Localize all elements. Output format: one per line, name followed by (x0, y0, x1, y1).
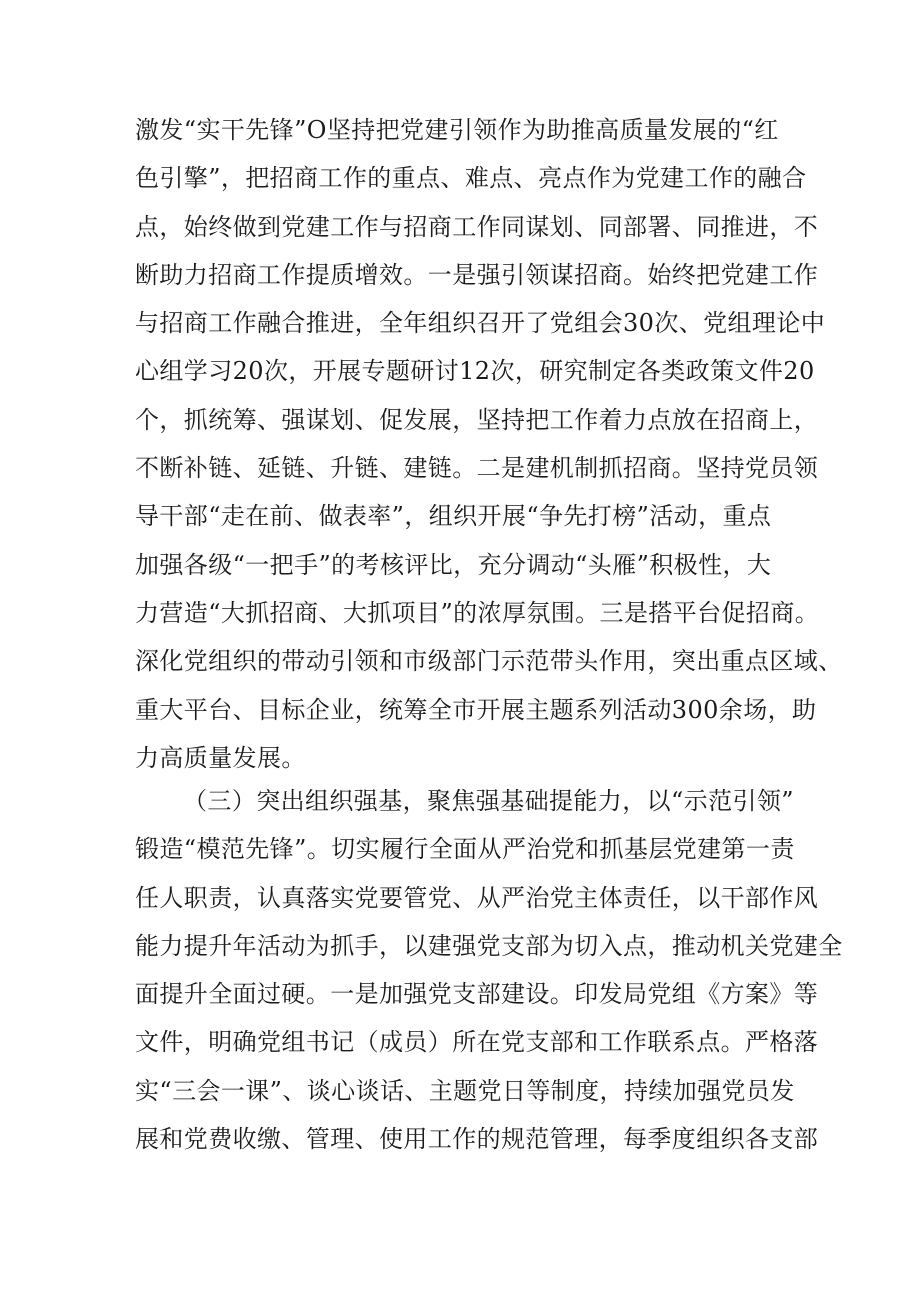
text-line: 不断补链、延链、升链、建链。二是建机制抓招商。坚持党员领 (135, 454, 819, 483)
text-line: 重大平台、目标企业，统筹全市开展主题系列活动300余场，助 (135, 695, 817, 724)
text-line: 力营造“大抓招商、大抓项目”的浓厚氛围。三是搭平台促招商。 (135, 598, 820, 627)
text-line: 心组学习20次，开展专题研讨12次，研究制定各类政策文件20 (135, 357, 815, 386)
text-line: 断助力招商工作提质增效。一是强引领谋招商。始终把党建工作 (135, 260, 819, 289)
text-line: 任人职责，认真落实党要管党、从严治党主体责任，以干部作风 (135, 883, 819, 912)
text-line: 力高质量发展。 (135, 743, 306, 772)
section-heading-line: （三）突出组织强基，聚焦强基础提能力，以“示范引领” (183, 787, 794, 815)
text-line: 与招商工作融合推进，全年组织召开了党组会30次、党组理论中 (135, 309, 826, 338)
paragraph-party-building-investment (135, 106, 843, 782)
text-line: 激发“实干先锋”O坚持把党建引领作为助推高质量发展的“红 (135, 116, 779, 144)
text-line: 展和党费收缴、管理、使用工作的规范管理，每季度组织各支部 (135, 1125, 819, 1154)
text-line: 个，抓统筹、强谋划、促发展，坚持把工作着力点放在招商上， (135, 405, 819, 434)
text-line: 深化党组织的带动引领和市级部门示范带头作用，突出重点区域、 (135, 647, 843, 676)
text-line: 导干部“走在前、做表率”，组织开展“争先打榜”活动，重点 (135, 502, 772, 531)
text-line: 色引擎”，把招商工作的重点、难点、亮点作为党建工作的融合 (135, 164, 807, 193)
text-line: 能力提升年活动为抓手，以建强党支部为切入点，推动机关党建全 (135, 931, 843, 960)
text-line: 锻造“模范先锋”。切实履行全面从严治党和抓基层党建第一责 (135, 835, 795, 864)
text-line: 文件，明确党组书记（成员）所在党支部和工作联系点。严格落 (135, 1028, 819, 1057)
text-line: 加强各级“一把手”的考核评比，充分调动“头雁”积极性，大 (135, 550, 772, 579)
text-line: 点，始终做到党建工作与招商工作同谋划、同部署、同推进，不 (135, 212, 819, 241)
text-line: 实“三会一课”、谈心谈话、主题党日等制度，持续加强党员发 (135, 1076, 795, 1105)
text-line: 面提升全面过硬。一是加强党支部建设。印发局党组《方案》等 (135, 980, 819, 1009)
paragraph-organization-strengthening (135, 777, 843, 1163)
